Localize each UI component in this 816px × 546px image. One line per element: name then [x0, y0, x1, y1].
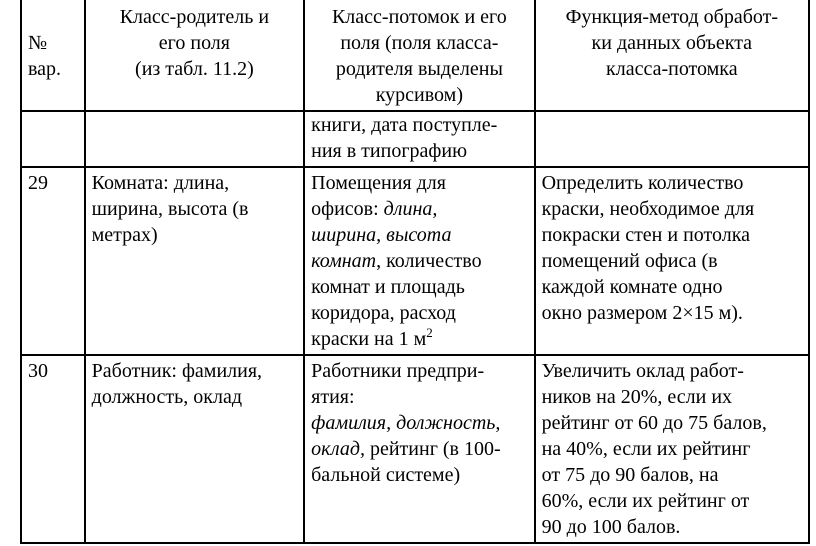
cell-child-continuation: книги, дата поступле- ния в типографию [304, 111, 534, 167]
cell-num: 29 [21, 167, 85, 355]
table-row-29 [21, 167, 809, 355]
cell-child-class: Работники предпри- ятия: фамилия, должность, оклад, рейтинг (в 100- бальной системе) [304, 355, 534, 543]
table-row-30 [21, 355, 809, 543]
header-parent-class: Класс-родитель и его поля (из табл. 11.2) [85, 0, 304, 111]
variants-table [20, 0, 810, 544]
header-variant-number: № вар. [21, 0, 85, 111]
table-row-continuation [21, 111, 809, 167]
cell-method: Увеличить оклад работ- ников на 20%, если их рейтинг от 60 до 75 балов, на 40%, если их рейтинг от 75 до 90 балов, на 60%, если их рейтинг от 90 до 100 балов. [535, 355, 809, 543]
cell-num: 30 [21, 355, 85, 543]
cell-parent-empty [85, 111, 304, 167]
cell-method-empty [535, 111, 809, 167]
header-child-class: Класс-потомок и его поля (поля класса- родителя выделены курсивом) [304, 0, 534, 111]
cell-child-class: Помещения для офисов: длина, ширина, высота комнат, количество комнат и площадь коридора, расход краски на 1 $м^2$ [304, 167, 534, 355]
cell-method: Определить количество краски, необходимое для покраски стен и потолка помещений офиса (в каждой комнате одно окно размером 2×15 м). [535, 167, 809, 355]
cell-parent-class: Работник: фамилия, должность, оклад [85, 355, 304, 543]
cell-num-empty [21, 111, 85, 167]
cell-parent-class: Комната: длина, ширина, высота (в метрах) [85, 167, 304, 355]
header-row [21, 0, 809, 111]
header-method: Функция-метод обработ- ки данных объекта класса-потомка [535, 0, 809, 111]
